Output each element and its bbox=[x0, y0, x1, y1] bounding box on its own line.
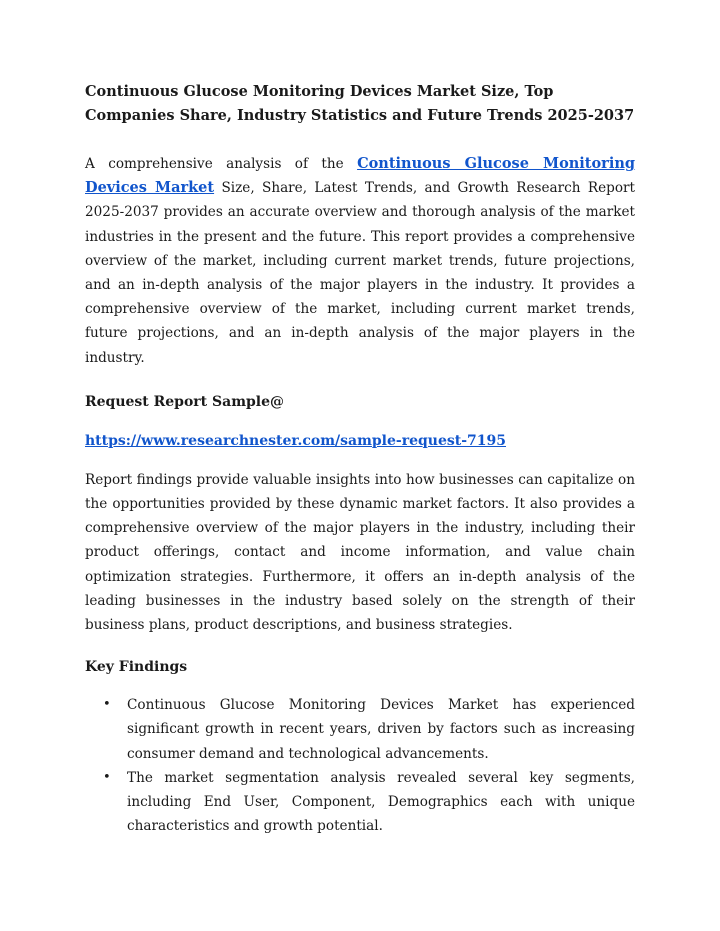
list-item bbox=[85, 693, 635, 766]
list-item bbox=[85, 766, 635, 839]
request-sample-heading: Request Report Sample@ bbox=[85, 393, 285, 410]
intro-paragraph bbox=[85, 152, 635, 370]
bullet-icon: • bbox=[103, 769, 111, 785]
document-title: Continuous Glucose Monitoring Devices Market Size, Top Companies Share, Industry Statistics and Future Trends 2025-2037 bbox=[85, 83, 635, 124]
market-report-link[interactable]: Continuous Glucose Monitoring Devices Market bbox=[85, 155, 636, 197]
list-item-text: The market segmentation analysis revealed several key segments, including End User, Component, Demographics each with unique characteristics and growth potential. bbox=[127, 769, 635, 835]
sample-request-link[interactable]: https://www.researchnester.com/sample-request-7195 bbox=[85, 432, 506, 449]
key-findings-list bbox=[85, 693, 635, 838]
key-findings-heading: Key Findings bbox=[85, 659, 188, 676]
intro-prefix: A comprehensive analysis of the bbox=[85, 156, 358, 172]
bullet-icon: • bbox=[103, 697, 111, 713]
findings-paragraph: Report findings provide valuable insights into how businesses can capitalize on the opportunities provided by these dynamic market factors. It also provides a comprehensive overview of the major players in the industry, including their product offerings, contact and income information, and value chain optimization strategies. Furthermore, it offers an in-depth analysis of the leading businesses in the industry based solely on the strength of their business plans, product descriptions, and business strategies. bbox=[85, 471, 635, 634]
document-page bbox=[85, 80, 635, 838]
intro-suffix: Size, Share, Latest Trends, and Growth Research Report 2025-2037 provides an accurate overview and thorough analysis of the market industries in the present and the future. This report provides a comprehensive overview of the market, including current market trends, future projections, and an in-depth analysis of the major players in the industry. It provides a comprehensive overview of the market, including current market trends, future projections, and an in-depth analysis of the major players in the industry. bbox=[85, 180, 635, 366]
list-item-text: Continuous Glucose Monitoring Devices Market has experienced significant growth in recent years, driven by factors such as increasing consumer demand and technological advancements. bbox=[127, 697, 635, 762]
